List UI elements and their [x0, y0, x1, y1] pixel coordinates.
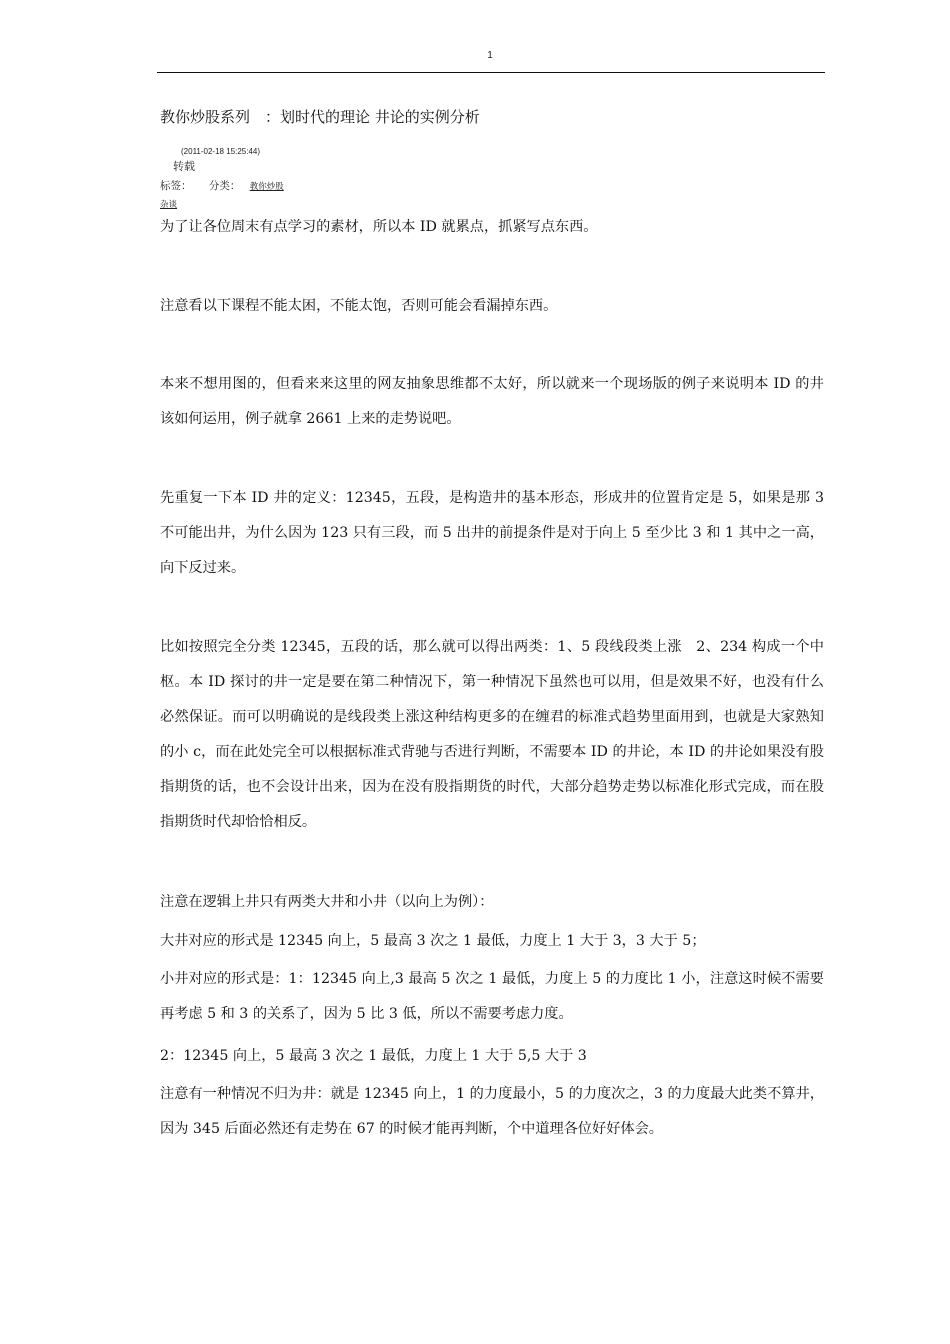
page-number: 1 [487, 50, 493, 61]
paragraph: 为了让各位周末有点学习的素材，所以本 ID 就累点，抓紧写点东西。 [160, 219, 598, 235]
paragraph: 注意有一种情况不归为井：就是 12345 向上，1 的力度最小，5 的力度次之，3 的力度最大此类不算井，因为 345 后面必然还有走势在 67 的时候才能再判断，个中道理各位好好体会。 [160, 1086, 824, 1137]
paragraph: 小井对应的形式是：1：12345 向上,3 最高 5 次之 1 最低，力度上 5 的力度比 1 小，注意这时候不需要再考虑 5 和 3 的关系了，因为 5 比 3 低，所以不需要考虑力度。 [160, 971, 824, 1022]
paragraph: 大井对应的形式是 12345 向上，5 最高 3 次之 1 最低，力度上 1 大于 3，3 大于 5； [160, 933, 706, 949]
paragraph: 2：12345 向上，5 最高 3 次之 1 最低，力度上 1 大于 5,5 大于 3 [160, 1048, 587, 1064]
paragraph: 先重复一下本 ID 井的定义：12345，五段，是构造井的基本形态，形成井的位置肯定是 5，如果是那 3 不可能出井，为什么因为 123 只有三段，而 5 出井的前提条件是对于向上 5 至少比 3 和 1 其中之一高，向下反过来。 [160, 490, 824, 576]
paragraph: 比如按照完全分类 12345，五段的话，那么就可以得出两类：1、5 段线段类上涨 2、234 构成一个中枢。本 ID 探讨的井一定是要在第二种情况下，第一种情况下虽然也可以用，但是效果不好，也没有什么必然保证。而可以明确说的是线段类上涨这种结构更多的在缠君的标准式趋势里面用到，也就是大家熟知的小 c，而在此处完全可以根据标准式背驰与否进行判断，不需要本 ID 的井论，本 ID 的井论如果没有股指期货的话，也不会设计出来，因为在没有股指期货的时代，大部分趋势走势以标准化形式完成，而在股指期货时代却恰恰相反。 [160, 639, 824, 830]
tags-label: 标签： [160, 180, 192, 192]
article-title: 教你炒股系列 ：划时代的理论 井论的实例分析 [160, 108, 480, 126]
category-label: 分类： [208, 180, 241, 192]
paragraph: 注意在逻辑上井只有两类大井和小井（以向上为例）： [160, 894, 494, 910]
category-link[interactable]: 教你炒股 [249, 182, 284, 192]
paragraph: 注意看以下课程不能太困，不能太饱，否则可能会看漏掉东西。 [160, 298, 558, 314]
header-divider [157, 72, 825, 73]
repost-label: 转载 [173, 160, 195, 173]
tag-link-misc[interactable]: 杂谈 [160, 200, 178, 210]
post-timestamp: (2011-02-18 15:25:44) [181, 147, 261, 156]
article-meta [160, 178, 284, 193]
paragraph: 本来不想用图的，但看来来这里的网友抽象思维都不太好，所以就来一个现场版的例子来说明本 ID 的井该如何运用，例子就拿 2661 上来的走势说吧。 [160, 376, 824, 427]
